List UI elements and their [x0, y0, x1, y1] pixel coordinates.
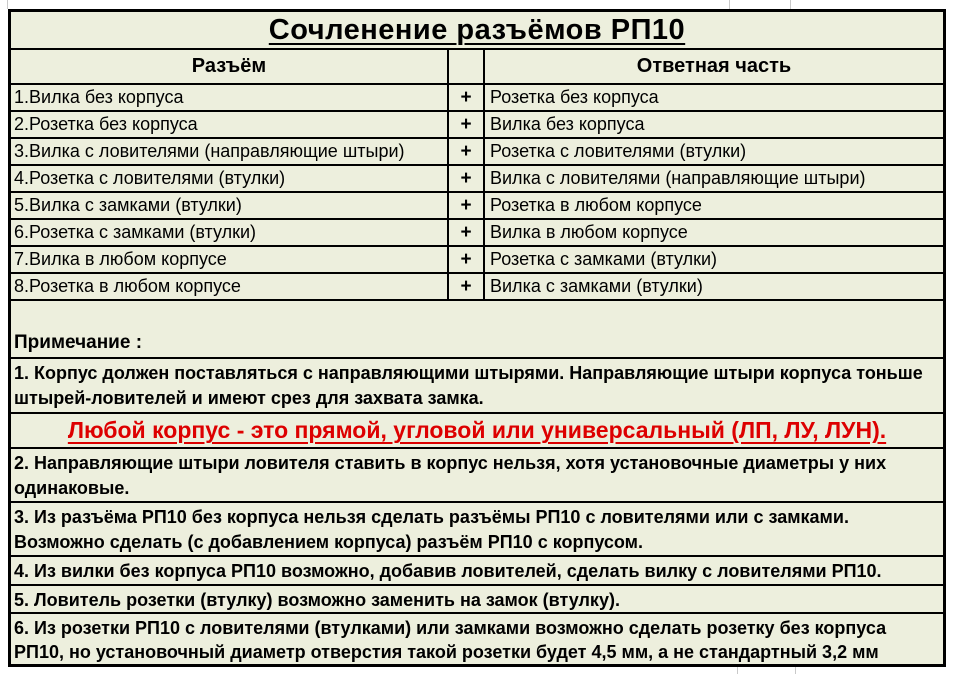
table-row — [11, 220, 943, 247]
note-1: 1. Корпус должен поставляться с направляющими штырями. Направляющие штыри корпуса тоньше штырей-ловителей и имеют срез для захвата замка. — [11, 359, 943, 414]
gridline — [729, 0, 730, 9]
mating-table-header — [11, 50, 943, 85]
plus-cell: + — [449, 247, 485, 272]
table-row — [11, 139, 943, 166]
table-row — [11, 112, 943, 139]
col-header-plus — [449, 50, 485, 83]
connector-cell: 5.Вилка с замками (втулки) — [11, 193, 449, 218]
connector-cell: 8.Розетка в любом корпусе — [11, 274, 449, 299]
connector-cell: 3.Вилка с ловителями (направляющие штыри) — [11, 139, 449, 164]
table-row — [11, 166, 943, 193]
mating-part-cell: Розетка в любом корпусе — [490, 195, 702, 215]
mating-part-cell: Розетка без корпуса — [490, 87, 659, 107]
gridline — [790, 0, 791, 9]
gridline — [737, 667, 738, 674]
connector-cell: 1.Вилка без корпуса — [11, 85, 449, 110]
gridline — [795, 667, 796, 674]
connector-cell: 2.Розетка без корпуса — [11, 112, 449, 137]
title-row — [11, 12, 943, 50]
plus-cell: + — [449, 274, 485, 299]
note-4: 4. Из вилки без корпуса РП10 возможно, добавив ловителей, сделать вилку с ловителями РП10. — [11, 557, 943, 586]
page-title: Сочленение разъёмов РП10 — [268, 13, 686, 46]
mating-part-cell: Розетка с замками (втулки) — [490, 249, 718, 269]
plus-cell: + — [449, 220, 485, 245]
table-row — [11, 85, 943, 112]
connector-cell: 7.Вилка в любом корпусе — [11, 247, 449, 272]
highlight-note: Любой корпус - это прямой, угловой или универсальный (ЛП, ЛУ, ЛУН). — [67, 417, 887, 443]
note-2: 2. Направляющие штыри ловителя ставить в корпус нельзя, хотя установочные диаметры у них одинаковые. — [11, 449, 943, 503]
gridline — [7, 0, 8, 9]
mating-part-cell: Розетка с ловителями (втулки) — [490, 141, 747, 161]
notes-heading: Примечание : — [11, 301, 943, 359]
note-5: 5. Ловитель розетки (втулку) возможно заменить на замок (втулку). — [11, 586, 943, 614]
mating-part-cell: Вилка в любом корпусе — [490, 222, 688, 242]
plus-cell: + — [449, 85, 485, 110]
col-header-mating-part: Ответная часть — [636, 55, 792, 77]
connector-cell: 4.Розетка с ловителями (втулки) — [11, 166, 449, 191]
table-row — [11, 274, 943, 301]
plus-cell: + — [449, 112, 485, 137]
connector-cell: 6.Розетка с замками (втулки) — [11, 220, 449, 245]
table-row — [11, 247, 943, 274]
note-6: 6. Из розетки РП10 с ловителями (втулками) или замками возможно сделать розетку без корпуса РП10, но установочный диаметр отверстия такой розетки будет 4,5 мм, а не стандартный 3,2 мм — [14, 618, 887, 662]
col-header-connector: Разъём — [11, 50, 449, 83]
plus-cell: + — [449, 166, 485, 191]
plus-cell: + — [449, 193, 485, 218]
table-row — [11, 193, 943, 220]
highlight-row — [11, 414, 943, 449]
plus-cell: + — [449, 139, 485, 164]
mating-part-cell: Вилка с замками (втулки) — [490, 276, 703, 296]
mating-part-cell: Вилка с ловителями (направляющие штыри) — [490, 168, 866, 188]
sheet — [8, 9, 946, 667]
mating-part-cell: Вилка без корпуса — [490, 114, 645, 134]
note-3: 3. Из разъёма РП10 без корпуса нельзя сделать разъёмы РП10 с ловителями или с замками. Возможно сделать (с добавлением корпуса) разъём РП10 с корпусом. — [11, 503, 943, 557]
